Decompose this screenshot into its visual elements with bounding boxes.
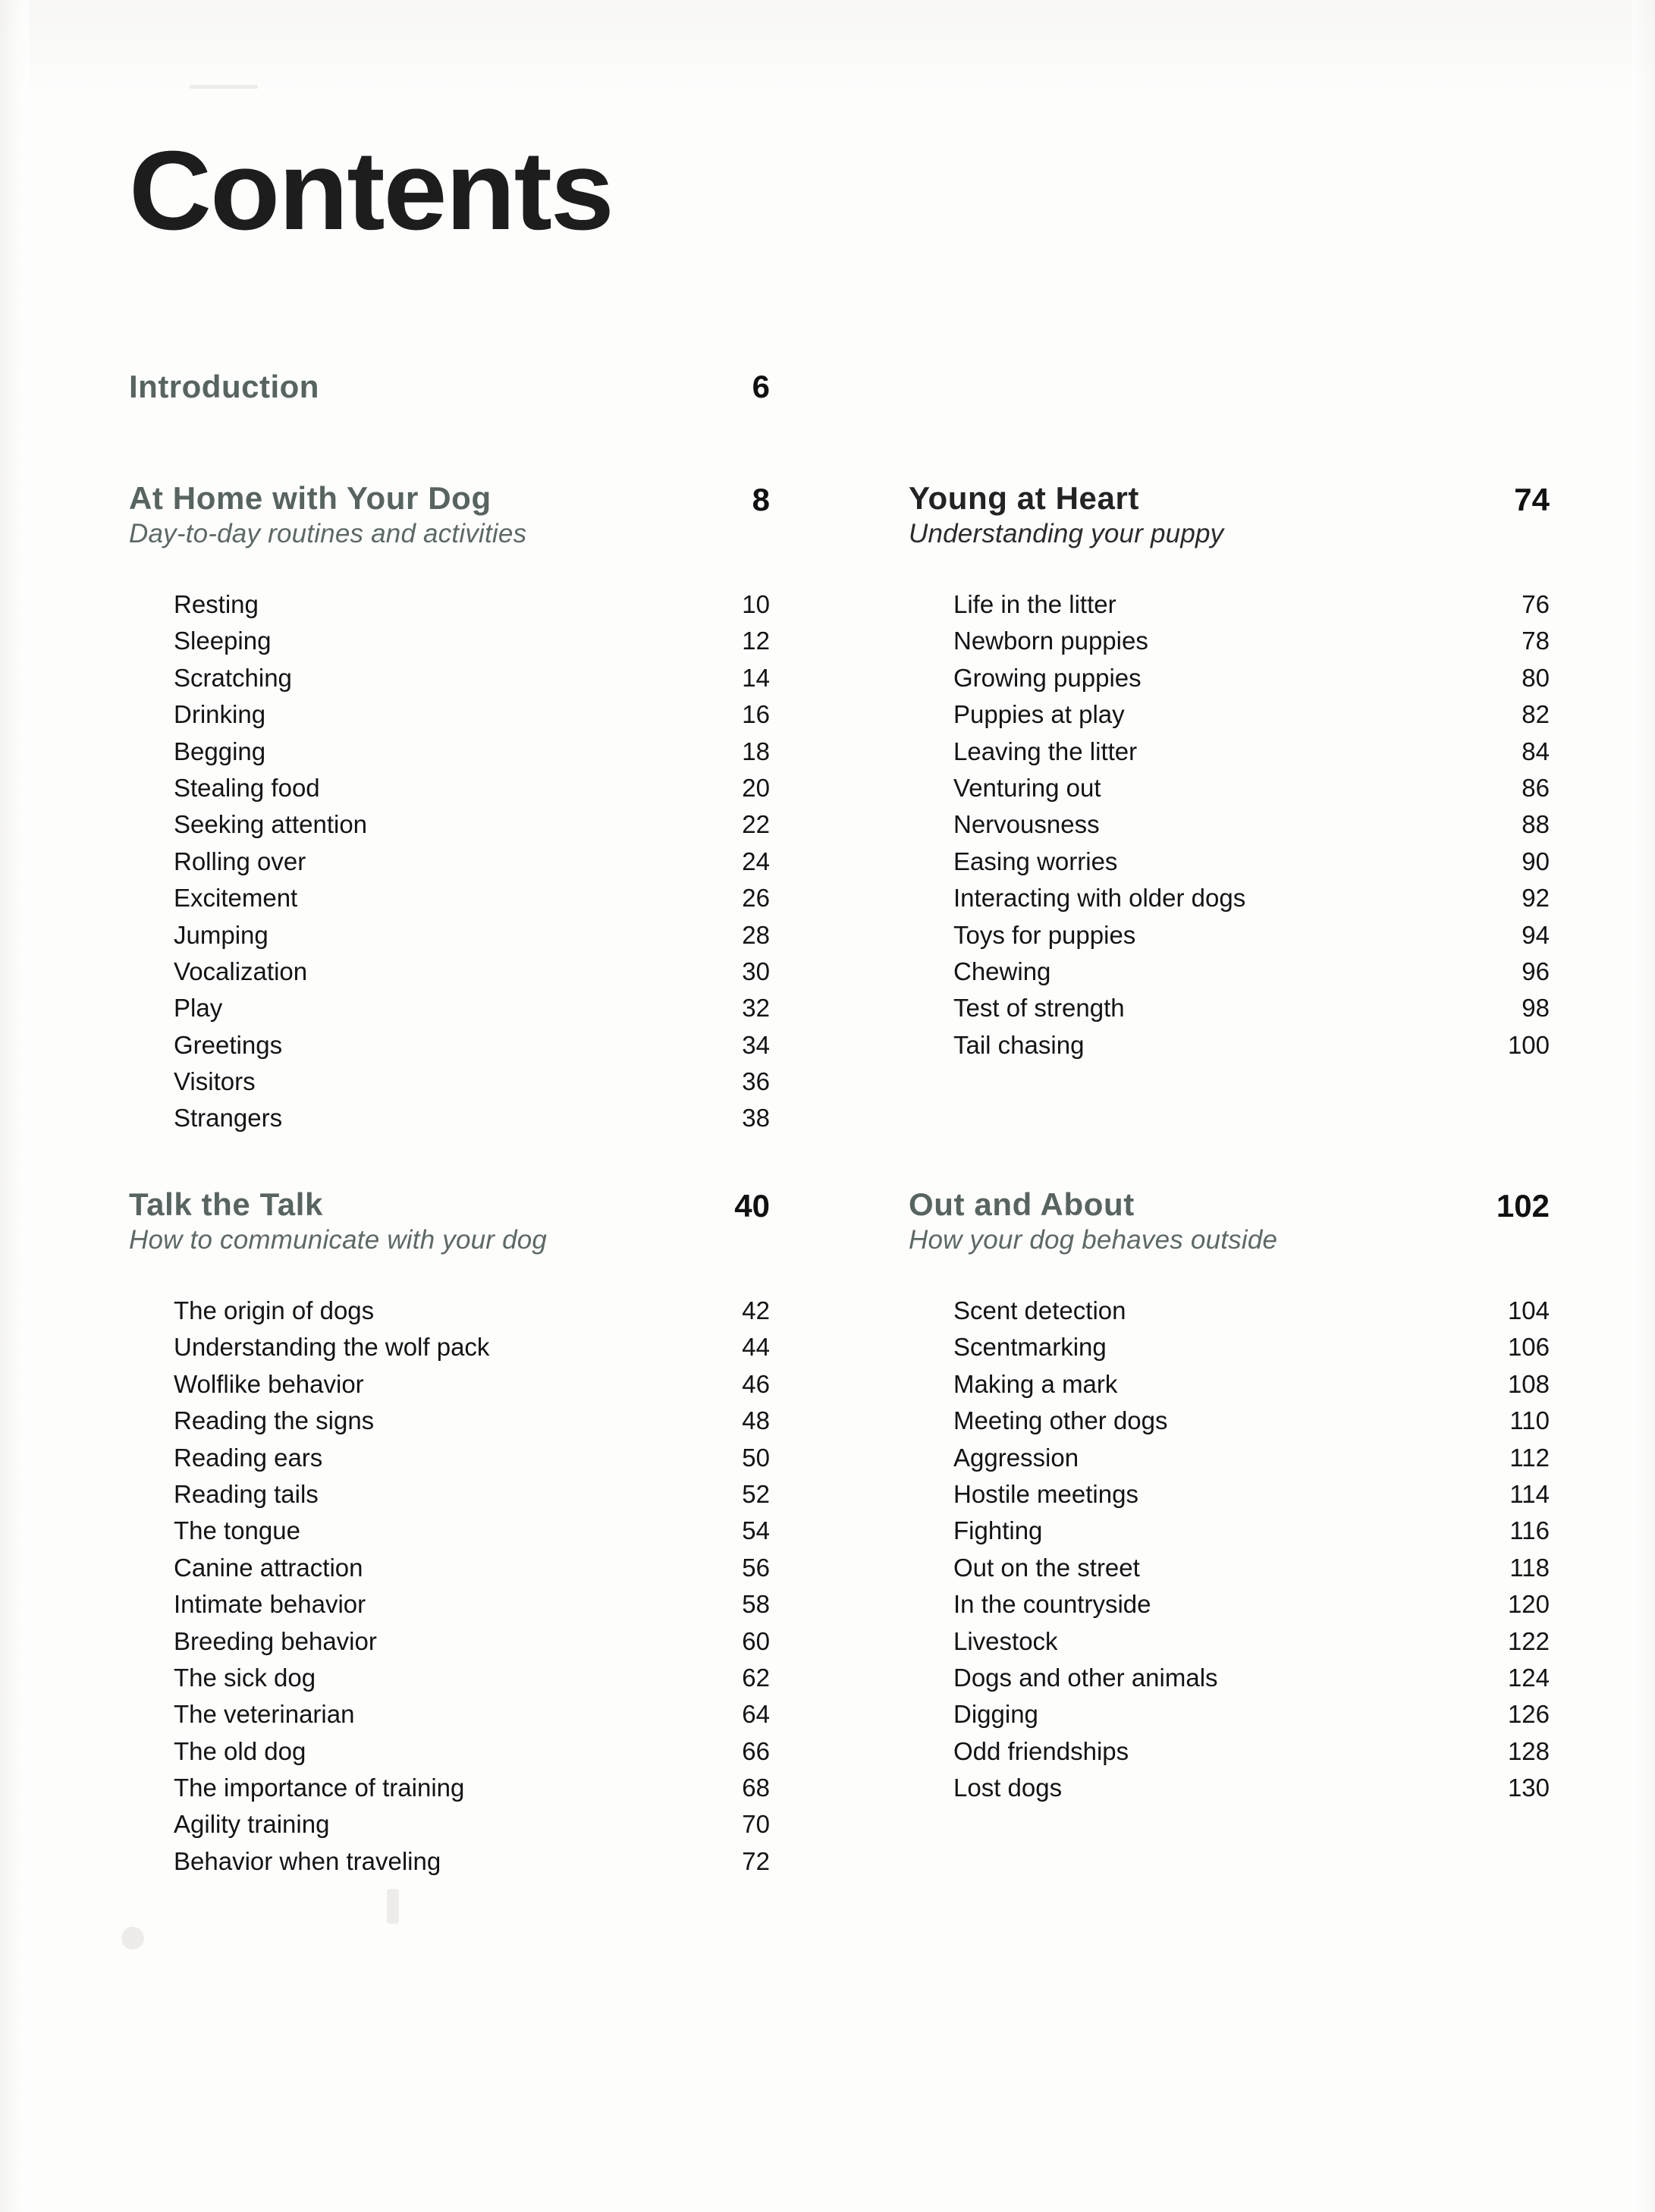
toc-entry[interactable] (174, 1513, 770, 1549)
toc-entry-title: The sick dog (174, 1663, 316, 1692)
section-page-number: 102 (1496, 1188, 1550, 1224)
toc-entry-page-number: 60 (742, 1626, 770, 1655)
toc-entry-page-number: 20 (742, 773, 770, 802)
toc-entry-page-number: 66 (742, 1736, 770, 1765)
toc-entry-title: Scent detection (953, 1296, 1126, 1324)
toc-entry[interactable] (174, 844, 770, 880)
toc-entry[interactable] (953, 1586, 1550, 1623)
introduction-page-number: 6 (752, 369, 770, 404)
toc-entry-page-number: 122 (1507, 1626, 1550, 1655)
toc-entry-page-number: 100 (1507, 1030, 1550, 1059)
toc-entry[interactable] (174, 1293, 770, 1329)
toc-entry-page-number: 118 (1509, 1553, 1550, 1582)
toc-entry-title: Meeting other dogs (953, 1406, 1168, 1435)
toc-entry[interactable] (174, 806, 770, 843)
toc-entry-title: Drinking (174, 700, 266, 729)
toc-entry[interactable] (174, 1586, 770, 1623)
toc-entry-page-number: 80 (1522, 663, 1550, 692)
section-header[interactable] (909, 482, 1550, 558)
toc-entry-title: Rolling over (174, 847, 306, 875)
toc-entry-title: Sleeping (174, 627, 272, 655)
toc-entry-title: The veterinarian (174, 1700, 355, 1729)
section-title: Talk the Talk (129, 1186, 323, 1222)
toc-entry-title: The old dog (174, 1736, 306, 1765)
toc-entry[interactable] (953, 880, 1550, 916)
toc-entry-title: Fighting (953, 1516, 1043, 1545)
toc-entry-title: Intimate behavior (174, 1590, 366, 1619)
toc-entry-title: Scratching (174, 663, 292, 692)
toc-entry-page-number: 22 (742, 810, 770, 839)
toc-entry-title: Resting (174, 590, 259, 618)
toc-entry-page-number: 82 (1522, 700, 1550, 729)
toc-entry-title: Test of strength (953, 994, 1125, 1023)
toc-entry-title: Vocalization (174, 957, 308, 985)
section-header[interactable] (129, 482, 770, 558)
toc-entry[interactable] (174, 1696, 770, 1733)
toc-entry-title: Canine attraction (174, 1553, 363, 1582)
toc-entry-title: Easing worries (953, 847, 1118, 875)
toc-entry[interactable] (953, 734, 1550, 770)
toc-entry[interactable] (953, 770, 1550, 806)
toc-entry-title: Toys for puppies (953, 920, 1136, 949)
toc-entry-title: Reading the signs (174, 1406, 375, 1435)
toc-entry[interactable] (953, 1660, 1550, 1696)
toc-entry-title: Interacting with older dogs (953, 884, 1246, 913)
toc-entry-page-number: 98 (1522, 994, 1550, 1023)
toc-entry-title: Wolflike behavior (174, 1369, 364, 1398)
toc-entry-page-number: 12 (742, 627, 770, 655)
toc-entry-page-number: 86 (1522, 773, 1550, 802)
toc-entry-page-number: 92 (1522, 884, 1550, 913)
toc-entry-page-number: 76 (1522, 590, 1550, 618)
section-header[interactable] (909, 1188, 1550, 1264)
toc-entry-page-number: 130 (1507, 1774, 1550, 1802)
toc-entry[interactable] (174, 1100, 770, 1136)
toc-entry-title: Making a mark (953, 1369, 1118, 1398)
section-title: Out and About (909, 1186, 1135, 1222)
toc-entry[interactable] (174, 1403, 770, 1439)
toc-entry-title: The origin of dogs (174, 1296, 375, 1324)
toc-entry-page-number: 56 (742, 1553, 770, 1582)
toc-entry-page-number: 124 (1507, 1663, 1550, 1692)
toc-entry[interactable] (174, 1440, 770, 1476)
toc-entry-title: Dogs and other animals (953, 1663, 1218, 1692)
toc-entry-title: Aggression (953, 1443, 1079, 1472)
toc-entry-page-number: 88 (1522, 810, 1550, 839)
section-entry-list (909, 586, 1550, 1064)
toc-entry[interactable] (953, 1733, 1550, 1770)
toc-entry-title: Scentmarking (953, 1333, 1107, 1362)
toc-section-out-and-about (909, 1188, 1550, 1806)
toc-entry-page-number: 108 (1507, 1369, 1550, 1398)
toc-entry[interactable] (953, 1440, 1550, 1476)
toc-entry[interactable] (174, 1064, 770, 1100)
toc-entry-title: Nervousness (953, 810, 1100, 839)
toc-entry-page-number: 64 (742, 1700, 770, 1729)
toc-entry-title: Out on the street (953, 1553, 1140, 1582)
toc-entry-page-number: 126 (1507, 1700, 1550, 1729)
page-title: Contents (129, 128, 613, 253)
toc-entry[interactable] (953, 1550, 1550, 1586)
section-subtitle: How your dog behaves outside (909, 1225, 1278, 1255)
toc-entry-page-number: 90 (1522, 847, 1550, 875)
toc-entry[interactable] (953, 1770, 1550, 1806)
toc-entry-page-number: 72 (742, 1846, 770, 1875)
toc-entry[interactable] (953, 1476, 1550, 1513)
toc-entry-page-number: 106 (1507, 1333, 1550, 1362)
toc-entry-title: Growing puppies (953, 663, 1142, 692)
toc-entry-title: Leaving the litter (953, 737, 1138, 765)
toc-entry-title: Stealing food (174, 773, 320, 802)
toc-entry-page-number: 48 (742, 1406, 770, 1435)
toc-entry-page-number: 70 (742, 1810, 770, 1839)
toc-entry[interactable] (174, 880, 770, 916)
toc-entry[interactable] (953, 660, 1550, 696)
toc-entry[interactable] (953, 917, 1550, 954)
section-header[interactable] (129, 1188, 770, 1264)
toc-entry-title: Puppies at play (953, 700, 1125, 729)
toc-entry-title: Strangers (174, 1104, 283, 1133)
toc-entry[interactable] (953, 806, 1550, 843)
toc-entry[interactable] (953, 696, 1550, 733)
toc-entry-page-number: 114 (1509, 1479, 1550, 1508)
toc-entry[interactable] (174, 1623, 770, 1660)
toc-entry-title: Odd friendships (953, 1736, 1129, 1765)
toc-entry[interactable] (953, 954, 1550, 990)
toc-entry[interactable] (953, 586, 1550, 623)
toc-entry[interactable] (953, 1027, 1550, 1064)
toc-section-talk-the-talk (129, 1188, 770, 1880)
toc-entry-page-number: 78 (1522, 627, 1550, 655)
toc-entry[interactable] (174, 1550, 770, 1586)
toc-entry-page-number: 68 (742, 1774, 770, 1802)
toc-entry[interactable] (953, 844, 1550, 880)
toc-entry[interactable] (174, 696, 770, 733)
toc-entry[interactable] (953, 1696, 1550, 1733)
toc-entry-page-number: 36 (742, 1067, 770, 1096)
section-page-number: 40 (734, 1188, 770, 1224)
section-title: Young at Heart (909, 480, 1139, 516)
introduction-row[interactable] (129, 369, 770, 405)
toc-entry[interactable] (953, 1623, 1550, 1660)
toc-entry-page-number: 38 (742, 1104, 770, 1133)
toc-entry[interactable] (174, 990, 770, 1026)
toc-entry-title: Tail chasing (953, 1030, 1085, 1059)
section-page-number: 8 (752, 482, 770, 517)
toc-entry-page-number: 120 (1507, 1590, 1550, 1619)
toc-entry-title: Life in the litter (953, 590, 1116, 618)
toc-entry-title: Reading tails (174, 1479, 319, 1508)
toc-entry-page-number: 104 (1507, 1296, 1550, 1324)
toc-entry-title: Visitors (174, 1067, 256, 1096)
toc-entry-page-number: 24 (742, 847, 770, 875)
toc-entry[interactable] (174, 1770, 770, 1806)
toc-entry-page-number: 32 (742, 994, 770, 1023)
toc-entry[interactable] (953, 623, 1550, 659)
toc-entry-page-number: 110 (1509, 1406, 1550, 1435)
section-subtitle: Understanding your puppy (909, 519, 1224, 549)
toc-entry-title: Begging (174, 737, 266, 765)
toc-entry-page-number: 50 (742, 1443, 770, 1472)
toc-entry-page-number: 30 (742, 957, 770, 985)
toc-entry-page-number: 42 (742, 1296, 770, 1324)
toc-entry-page-number: 16 (742, 700, 770, 729)
toc-entry-title: Livestock (953, 1626, 1058, 1655)
toc-entry-page-number: 14 (742, 663, 770, 692)
toc-entry-title: Reading ears (174, 1443, 323, 1472)
toc-entry-page-number: 84 (1522, 737, 1550, 765)
toc-entry[interactable] (174, 917, 770, 954)
toc-entry-page-number: 96 (1522, 957, 1550, 985)
toc-entry[interactable] (174, 623, 770, 659)
section-title: At Home with Your Dog (129, 480, 491, 516)
toc-entry-title: Play (174, 994, 223, 1023)
toc-entry-title: Chewing (953, 957, 1051, 985)
toc-entry[interactable] (174, 1843, 770, 1880)
toc-entry-title: Lost dogs (953, 1774, 1063, 1802)
introduction-label: Introduction (129, 369, 319, 404)
toc-entry[interactable] (953, 1293, 1550, 1329)
toc-entry[interactable] (174, 1806, 770, 1843)
toc-entry-title: Digging (953, 1700, 1038, 1729)
toc-entry-title: Excitement (174, 884, 298, 913)
toc-entry[interactable] (953, 1513, 1550, 1549)
toc-entry-title: Understanding the wolf pack (174, 1333, 490, 1362)
toc-entry[interactable] (174, 954, 770, 990)
toc-entry[interactable] (174, 1366, 770, 1403)
toc-entry-title: Jumping (174, 920, 269, 949)
toc-entry[interactable] (174, 1660, 770, 1696)
toc-entry-title: Newborn puppies (953, 627, 1148, 655)
toc-entry-title: Venturing out (953, 773, 1101, 802)
toc-entry-page-number: 94 (1522, 920, 1550, 949)
toc-entry-title: Behavior when traveling (174, 1846, 441, 1875)
toc-entry-page-number: 62 (742, 1663, 770, 1692)
toc-entry[interactable] (174, 660, 770, 696)
toc-entry-title: Breeding behavior (174, 1626, 377, 1655)
toc-entry[interactable] (953, 990, 1550, 1026)
toc-entry-page-number: 26 (742, 884, 770, 913)
toc-entry[interactable] (174, 586, 770, 623)
toc-entry[interactable] (174, 1733, 770, 1770)
toc-entry[interactable] (174, 734, 770, 770)
toc-entry-page-number: 34 (742, 1030, 770, 1059)
toc-entry-title: Greetings (174, 1030, 283, 1059)
toc-entry-page-number: 44 (742, 1333, 770, 1362)
section-page-number: 74 (1514, 482, 1550, 517)
toc-entry-title: Agility training (174, 1810, 330, 1839)
toc-entry[interactable] (174, 1476, 770, 1513)
toc-entry-page-number: 18 (742, 737, 770, 765)
toc-entry[interactable] (953, 1329, 1550, 1365)
toc-section-young-at-heart (909, 482, 1550, 1064)
toc-entry-title: The tongue (174, 1516, 300, 1545)
toc-entry-page-number: 116 (1509, 1516, 1550, 1545)
toc-entry-page-number: 10 (742, 590, 770, 618)
section-entry-list (909, 1293, 1550, 1806)
toc-section-at-home-with-your-dog (129, 482, 770, 1137)
section-subtitle: How to communicate with your dog (129, 1225, 548, 1255)
toc-entry-title: In the countryside (953, 1590, 1151, 1619)
toc-entry-page-number: 52 (742, 1479, 770, 1508)
toc-entry-page-number: 54 (742, 1516, 770, 1545)
section-entry-list (129, 1293, 770, 1880)
toc-entry-page-number: 28 (742, 920, 770, 949)
toc-entry[interactable] (953, 1366, 1550, 1403)
section-subtitle: Day-to-day routines and activities (129, 519, 527, 549)
toc-entry[interactable] (174, 1027, 770, 1064)
toc-entry[interactable] (174, 770, 770, 806)
toc-entry[interactable] (174, 1329, 770, 1365)
section-entry-list (129, 586, 770, 1137)
toc-entry-page-number: 128 (1507, 1736, 1550, 1765)
toc-entry-title: Seeking attention (174, 810, 368, 839)
toc-entry-title: Hostile meetings (953, 1479, 1138, 1508)
toc-entry-title: The importance of training (174, 1774, 465, 1802)
toc-entry-page-number: 46 (742, 1369, 770, 1398)
toc-entry[interactable] (953, 1403, 1550, 1439)
toc-entry-page-number: 112 (1509, 1443, 1550, 1472)
toc-entry-page-number: 58 (742, 1590, 770, 1619)
